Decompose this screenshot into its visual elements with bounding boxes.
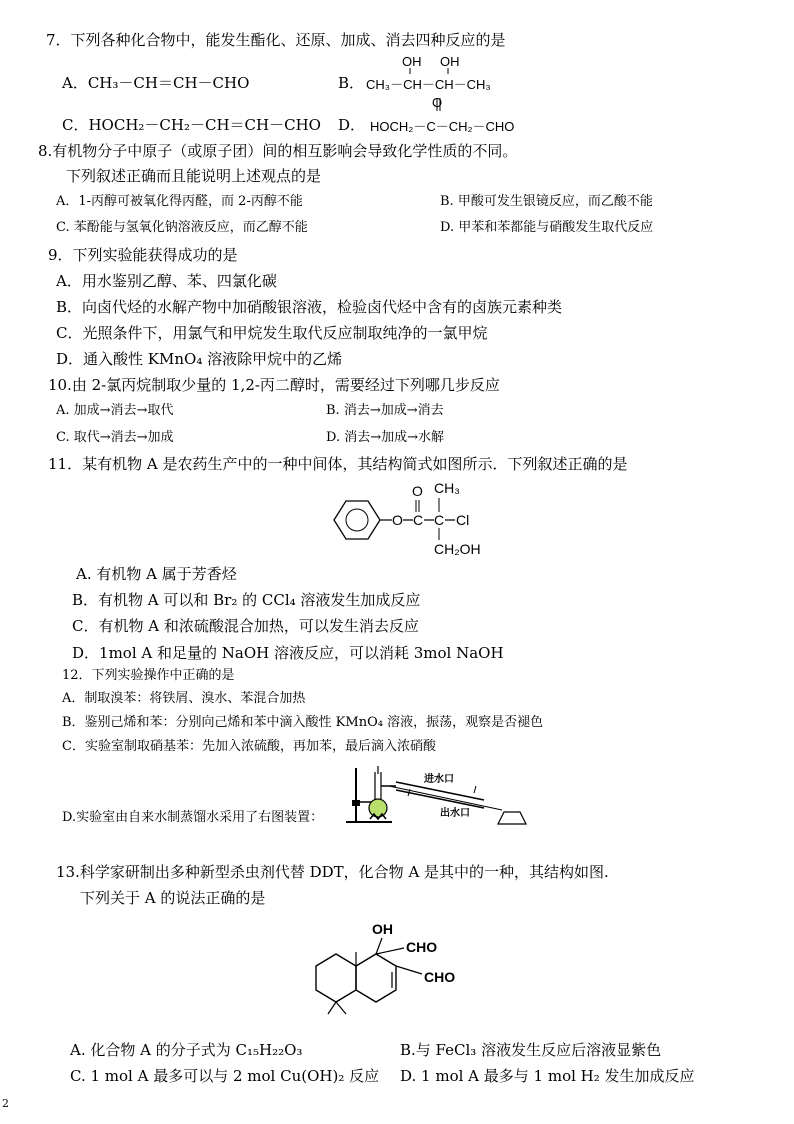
q11-stem: 11．某有机物 A 是农药生产中的一种中间体，其结构简式如图所示．下列叙述正确的是 [48,455,628,473]
q9-option-a: A．用水鉴别乙醇、苯、四氯化碳 [56,272,277,290]
q11-ch2oh: CH₂OH [434,541,481,557]
q12-distillation-apparatus [344,764,534,826]
q11-structure [320,476,500,562]
q8-option-c: C. 苯酚能与氢氧化钠溶液反应，而乙醇不能 [56,220,308,235]
q10-option-a: A. 加成→消去→取代 [56,403,174,418]
q10-option-b: B. 消去→加成→消去 [326,403,444,418]
q10-option-c: C. 取代→消去→加成 [56,430,174,445]
q7-stem: 7．下列各种化合物中，能发生酯化、还原、加成、消去四种反应的是 [46,31,506,49]
q13-stem2: 下列关于 A 的说法正确的是 [80,889,266,907]
q11-c1: C [413,512,424,528]
q13-cho1: CHO [406,939,438,955]
q7-option-b-label: B． [338,74,365,92]
page-number: 2 [2,1097,9,1110]
q13-option-c: C. 1 mol A 最多可以与 2 mol Cu(OH)₂ 反应 [70,1067,380,1085]
q12-option-a: A．制取溴苯：将铁屑、溴水、苯混合加热 [62,691,306,706]
q7-b-oh2: OH [440,54,460,69]
q12-water-inlet-label: 进水口 [424,774,454,785]
q8-stem: 8.有机物分子中原子（或原子团）间的相互影响会导致化学性质的不同。 [38,142,518,160]
q13-cho2: CHO [424,969,456,985]
q13-stem: 13.科学家研制出多种新型杀虫剂代替 DDT，化合物 A 是其中的一种，其结构如图. [56,863,609,881]
q11-option-c: C．有机物 A 和浓硫酸混合加热，可以发生消去反应 [72,617,419,635]
q9-option-d: D．通入酸性 KMnO₄ 溶液除甲烷中的乙烯 [56,350,343,368]
q11-o-link: O [392,512,403,528]
q11-cl: Cl [456,512,470,528]
q13-structure [300,914,500,1024]
q9-option-c: C．光照条件下，用氯气和甲烷发生取代反应制取纯净的一氯甲烷 [56,324,488,342]
q7-option-c: C．HOCH₂－CH₂－CH＝CH－CHO [62,116,321,134]
q11-o-double: O [412,483,423,499]
q9-option-b: B．向卤代烃的水解产物中加硝酸银溶液，检验卤代烃中含有的卤族元素种类 [56,298,563,316]
q9-stem: 9．下列实验能获得成功的是 [48,246,238,264]
q7-option-d-label: D． [338,116,366,134]
q11-ch3: CH₃ [434,480,460,496]
q12-stem: 12．下列实验操作中正确的是 [62,668,235,683]
q11-option-a: A. 有机物 A 属于芳香烃 [76,565,237,583]
q7-option-a: A．CH₃－CH＝CH－CHO [62,74,250,92]
q12-water-outlet-label: 出水口 [440,808,470,819]
q11-option-d: D．1mol A 和足量的 NaOH 溶液反应，可以消耗 3mol NaOH [72,644,504,662]
q7-d-o: O [432,95,443,110]
q8-option-b: B. 甲酸可发生银镜反应，而乙酸不能 [440,194,653,209]
q13-oh: OH [372,921,393,937]
q12-option-d: D.实验室由自来水制蒸馏水采用了右图装置： [62,810,324,825]
q7-d-chain: HOCH₂－C－CH₂－CHO [370,119,515,134]
q12-option-c: C．实验室制取硝基苯：先加入浓硫酸，再加苯，最后滴入浓硝酸 [62,739,436,754]
q13-option-b: B.与 FeCl₃ 溶液发生反应后溶液显紫色 [400,1041,662,1059]
q8-stem2: 下列叙述正确而且能说明上述观点的是 [66,167,322,185]
q10-option-d: D. 消去→加成→水解 [326,430,445,445]
q11-option-b: B．有机物 A 可以和 Br₂ 的 CCl₄ 溶液发生加成反应 [72,591,421,609]
q12-option-b: B．鉴别己烯和苯：分别向己烯和苯中滴入酸性 KMnO₄ 溶液，振荡，观察是否褪色 [62,715,544,730]
q7-b-chain: CH₃－CH－CH－CH₃ [366,77,491,92]
q7-b-oh1: OH [402,54,422,69]
q13-option-a: A. 化合物 A 的分子式为 C₁₅H₂₂O₃ [70,1041,303,1059]
q10-stem: 10.由 2-氯丙烷制取少量的 1,2-丙二醇时，需要经过下列哪几步反应 [48,376,500,394]
q13-option-d: D. 1 mol A 最多与 1 mol H₂ 发生加成反应 [400,1067,695,1085]
q8-option-a: A．1-丙醇可被氧化得丙醛，而 2-丙醇不能 [56,194,303,209]
q8-option-d: D. 甲苯和苯都能与硝酸发生取代反应 [440,220,654,235]
q11-c2: C [434,512,445,528]
